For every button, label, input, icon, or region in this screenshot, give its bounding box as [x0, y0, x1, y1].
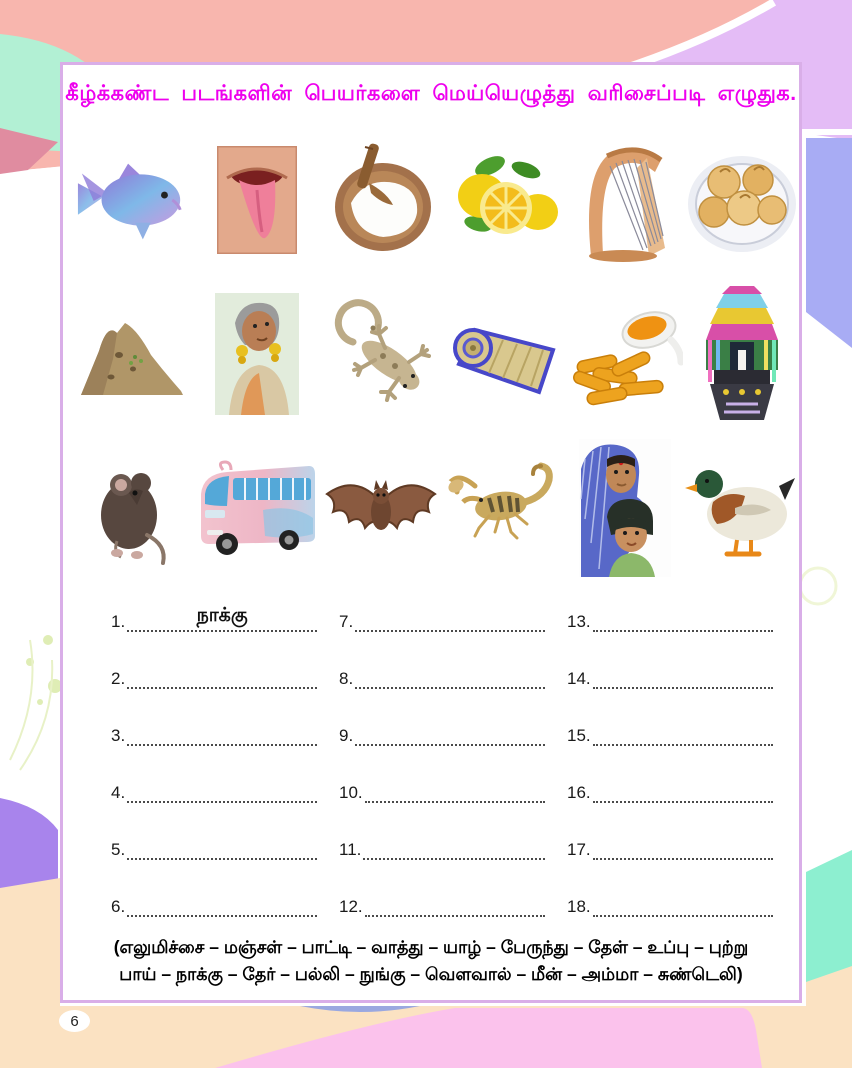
answer-line [593, 834, 773, 860]
temple-chariot-illustration [696, 284, 788, 424]
image-bus [193, 435, 321, 581]
answer-column-2 [339, 608, 545, 917]
salt-bowl-illustration [325, 141, 437, 259]
answer-row-11 [339, 836, 545, 860]
answer-number: 2. [111, 669, 126, 688]
harp-illustration [577, 138, 673, 262]
answer-row-4 [111, 779, 317, 803]
mint-bottom-right-shape [806, 850, 852, 982]
bus-illustration [193, 448, 321, 568]
tongue-illustration [217, 146, 297, 254]
answer-row-12 [339, 893, 545, 917]
answer-line [127, 777, 317, 803]
image-lemons [441, 127, 567, 273]
answer-number: 1. [111, 612, 126, 631]
answer-number: 18. [567, 897, 591, 916]
word-bank-line-1: (எலுமிச்சை – மஞ்சள் – பாட்டி – வாத்து – யாழ் – பேருந்து – தேள் – உப்பு – புற்று [113, 936, 749, 957]
image-bat [321, 435, 441, 581]
answer-line [593, 891, 773, 917]
lemons-illustration [448, 144, 560, 256]
image-termite-mound [73, 281, 193, 427]
answer-number: 12. [339, 897, 363, 916]
gecko-illustration [323, 298, 439, 410]
answer-number: 17. [567, 840, 591, 859]
image-fish [73, 127, 193, 273]
image-rat [73, 435, 193, 581]
answer-number: 6. [111, 897, 126, 916]
rolled-mat-illustration [445, 304, 563, 404]
image-mother-and-child [567, 435, 683, 581]
answer-row-15 [567, 722, 773, 746]
answer-row-18 [567, 893, 773, 917]
answer-row-6 [111, 893, 317, 917]
image-rolled-mat [441, 281, 567, 427]
image-duck [683, 435, 801, 581]
turmeric-illustration [567, 300, 683, 408]
answer-number: 14. [567, 669, 591, 688]
grandmother-illustration [215, 293, 299, 415]
answer-number: 3. [111, 726, 126, 745]
answer-number: 5. [111, 840, 126, 859]
answer-line [593, 777, 773, 803]
answer-line [355, 606, 545, 632]
scorpion-illustration [441, 456, 567, 560]
image-harp [567, 127, 683, 273]
answer-row-1 [111, 605, 317, 632]
answer-column-1 [111, 605, 317, 917]
bat-illustration [321, 458, 441, 558]
rat-illustration [83, 449, 183, 567]
answer-row-2 [111, 665, 317, 689]
answer-row-13 [567, 608, 773, 632]
answer-line [127, 663, 317, 689]
duck-illustration [683, 452, 801, 564]
page-number: 6 [70, 1012, 79, 1030]
word-bank-line-2: பாய் – நாக்கு – தேர் – பல்லி – நுங்கு – வெளவால் – மீன் – அம்மா – சுண்டெலி) [119, 963, 743, 984]
answer-number: 11. [339, 840, 362, 859]
answer-line [127, 834, 317, 860]
fish-illustration [74, 145, 192, 255]
answer-row-7 [339, 608, 545, 632]
page-title: கீழ்க்கண்ட படங்களின் பெயர்களை மெய்யெழுத்து வரிசைப்படி எழுதுக. [65, 82, 797, 105]
answer-column-3 [567, 608, 773, 917]
answer-line [593, 663, 773, 689]
answer-line [365, 777, 545, 803]
image-salt-bowl [321, 127, 441, 273]
answer-line [355, 663, 545, 689]
answer-number: 4. [111, 783, 126, 802]
answer-number: 7. [339, 612, 354, 631]
answer-number: 9. [339, 726, 354, 745]
mother-and-child-illustration [579, 439, 671, 577]
answer-row-14 [567, 665, 773, 689]
answer-row-5 [111, 836, 317, 860]
image-palm-fruit-plate [683, 127, 801, 273]
answer-line [365, 891, 545, 917]
answer-number: 10. [339, 783, 363, 802]
page-number-badge [59, 1010, 90, 1032]
image-turmeric [567, 281, 683, 427]
word-bank [73, 934, 789, 988]
answer-line [355, 720, 545, 746]
image-grandmother [193, 281, 321, 427]
answer-row-9 [339, 722, 545, 746]
answer-line [127, 891, 317, 917]
answer-line [593, 720, 773, 746]
termite-mound-illustration [73, 299, 193, 409]
answer-number: 13. [567, 612, 591, 631]
answer-row-16 [567, 779, 773, 803]
answer-line [593, 606, 773, 632]
image-temple-chariot [683, 281, 801, 427]
answer-grid [111, 605, 773, 917]
image-tongue [193, 127, 321, 273]
image-scorpion [441, 435, 567, 581]
periwinkle-shape [806, 138, 852, 348]
answer-value: நாக்கு [196, 605, 248, 626]
answer-row-3 [111, 722, 317, 746]
palm-fruit-plate-illustration [684, 144, 800, 256]
answer-row-10 [339, 779, 545, 803]
answer-line [127, 720, 317, 746]
answer-row-17 [567, 836, 773, 860]
image-gecko [321, 281, 441, 427]
picture-grid [73, 127, 789, 581]
worksheet-panel [60, 62, 802, 1003]
answer-number: 16. [567, 783, 591, 802]
answer-number: 8. [339, 669, 354, 688]
answer-number: 15. [567, 726, 591, 745]
answer-line [127, 606, 317, 632]
answer-line [363, 834, 545, 860]
answer-row-8 [339, 665, 545, 689]
